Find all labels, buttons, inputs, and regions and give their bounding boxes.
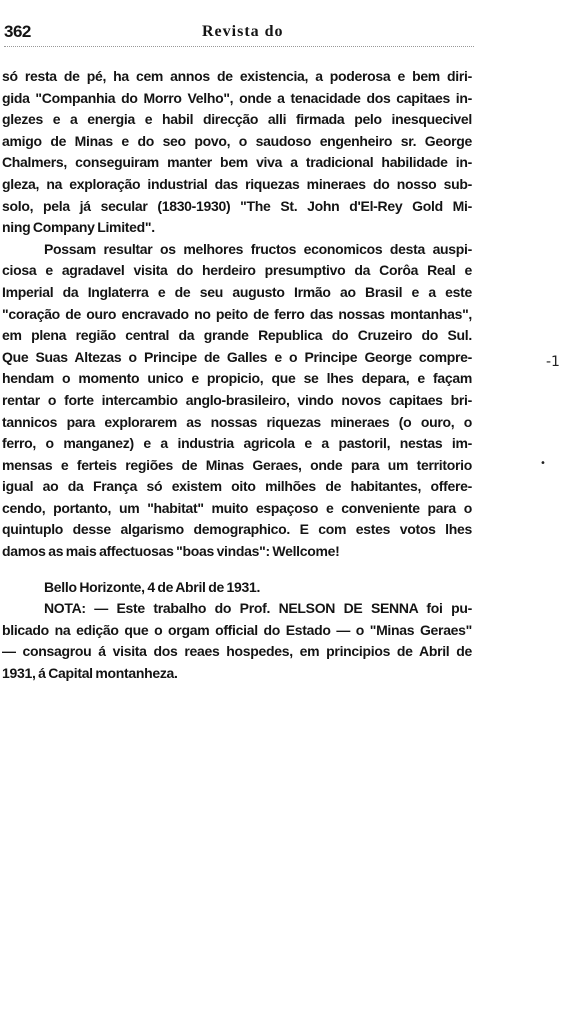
text-line: Que Suas Altezas o Principe de Galles e o Principe George compre- — [2, 348, 472, 365]
header-rule — [4, 46, 474, 47]
text-line: Possam resultar os melhores fructos economicos desta auspi- — [44, 240, 472, 257]
page-header — [4, 18, 474, 48]
paragraph-2 — [2, 239, 472, 563]
text-line: hendam o momento unico e propicio, que se lhes depara, e façam — [2, 370, 472, 387]
text-line: ferro, o manganez) e a industria agricola e a pastoril, nestas im- — [2, 435, 472, 452]
text-line: 1931, á Capital montanheza. — [2, 665, 178, 682]
text-line: gleza, na exploração industrial das riquezas mineraes do nosso sub- — [2, 175, 472, 192]
text-line: mensas e ferteis regiões de Minas Geraes, onde para um territorio — [2, 456, 472, 473]
text-line: "coração de ouro encravado no peito de ferro das nossas montanhas", — [2, 305, 472, 322]
text-line: ning Company Limited". — [2, 219, 155, 236]
body-text — [2, 66, 472, 685]
text-line: glezes e a energia e habil direcção alli firmada pelo inesquecivel — [2, 111, 472, 128]
text-line: Chalmers, conseguiram manter bem viva a tradicional habilidade in- — [2, 154, 472, 171]
margin-mark: • — [540, 458, 546, 469]
text-line: igual ao da França só existem oito milhões de habitantes, offere- — [2, 478, 472, 495]
text-line: ciosa e agradavel visita do herdeiro presumptivo da Corôa Real e — [2, 262, 472, 279]
text-line: em plena região central da grande Republica do Cruzeiro do Sul. — [2, 327, 472, 344]
text-line: damos as mais affectuosas "boas vindas": Wellcome! — [2, 543, 340, 560]
text-line: blicado na edição que o orgam official do Estado — o "Minas Geraes" — [2, 621, 472, 638]
text-line: solo, pela já secular (1830-1930) "The St. John d'El-Rey Gold Mi- — [2, 197, 472, 214]
text-line: — consagrou á visita dos reaes hospedes, em principios de Abril de — [2, 643, 472, 660]
text-line: Imperial da Inglaterra e de seu augusto Irmão ao Brasil e a este — [2, 283, 472, 300]
margin-mark: -1 — [546, 354, 560, 370]
paragraph-1 — [2, 66, 472, 239]
text-line: gida "Companhia do Morro Velho", onde a tenacidade dos capitaes in- — [2, 89, 472, 106]
text-line: NOTA: — Este trabalho do Prof. NELSON DE SENNA foi pu- — [44, 600, 472, 617]
running-head: Revista do — [202, 23, 284, 40]
text-line: tannicos para explorarem as nossas riquezas mineraes (o ouro, o — [2, 413, 472, 430]
date-line: Bello Horizonte, 4 de Abril de 1931. — [44, 578, 261, 595]
note-paragraph — [2, 598, 472, 684]
text-line: só resta de pé, ha cem annos de existencia, a poderosa e bem diri- — [2, 68, 472, 84]
text-line: rentar o forte intercambio anglo-brasileiro, vindo novos capitaes bri- — [2, 391, 472, 408]
paragraph-gap — [2, 563, 472, 577]
text-line: cendo, portanto, um "habitat" muito espaçoso e conveniente para o — [2, 499, 472, 516]
page-number: 362 — [4, 22, 31, 41]
text-line: quintuplo desse algarismo demographico. E com estes votos lhes — [2, 521, 472, 538]
text-line: amigo de Minas e do seo povo, o saudoso engenheiro sr. George — [2, 132, 472, 149]
